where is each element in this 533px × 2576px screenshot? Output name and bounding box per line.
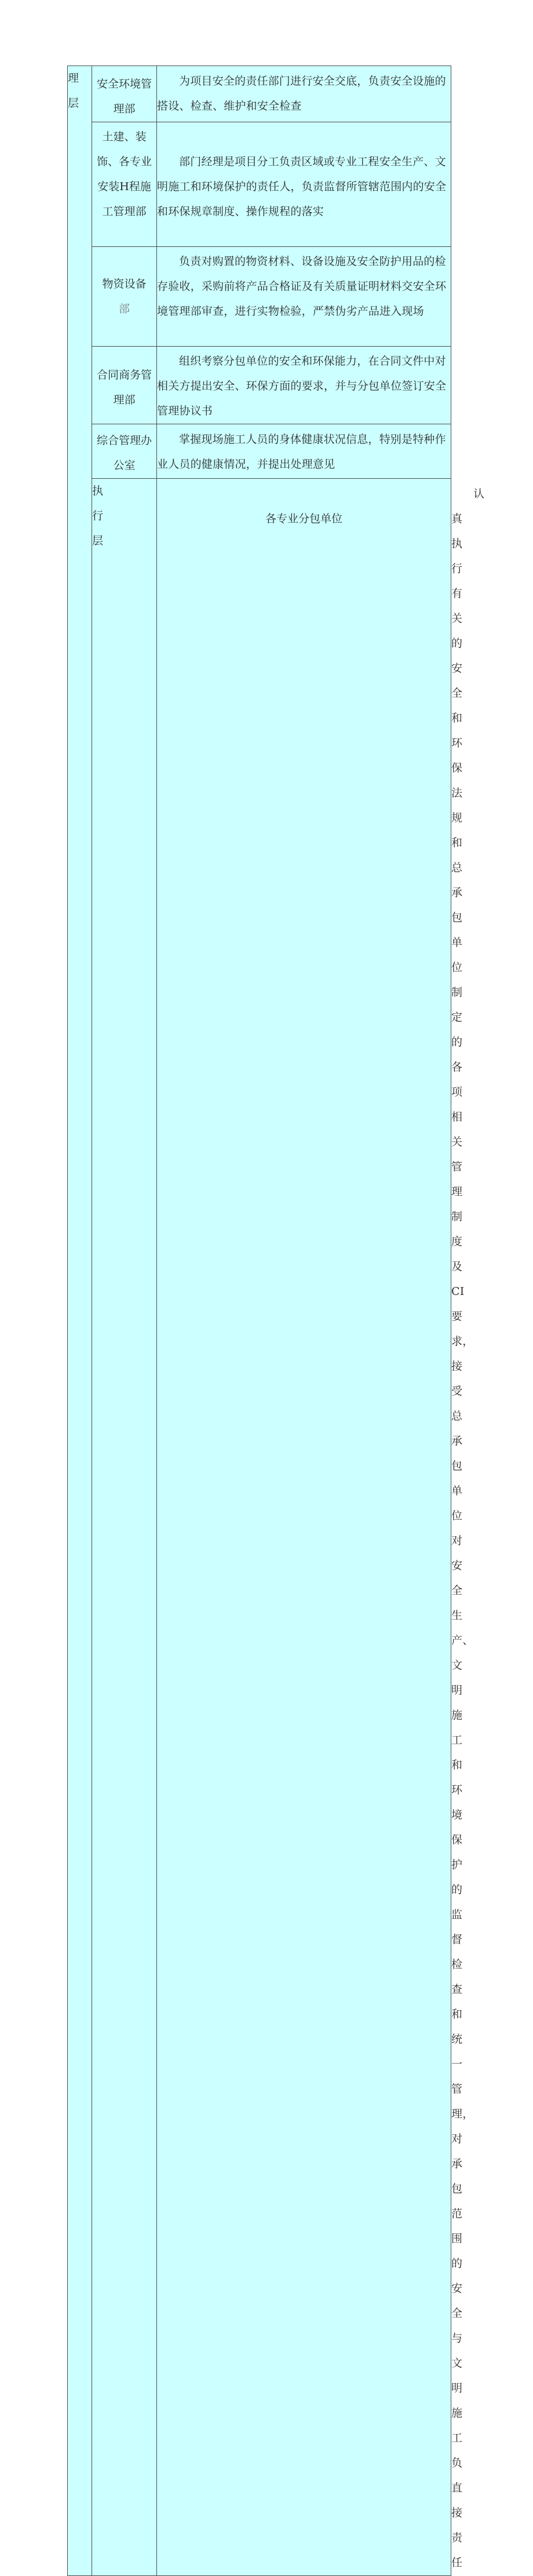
dept-cell: 安全环境管理部 [92, 66, 157, 122]
desc-cell: 部门经理是项目分工负责区域或专业工程安全生产、文明施工和环境保护的责任人，负责监督所管辖范围内的安全和环保规章制度、操作规程的落实 [157, 122, 451, 247]
dept-cell: 综合管理办公室 [92, 424, 157, 479]
table-row: 执行层 各专业分包单位 认真执行有关的安全和环保法规和总承包单位制定的各项相关管理制度及CI要求，接受总承包单位对安全生产、文明施工和环境保护的监督检查和统一管理，对承包范围的安全与文明施工负直接责任 [68, 479, 451, 2576]
level-label-exec: 执行层 [92, 479, 157, 2576]
dept-cell: 合同商务管理部 [92, 347, 157, 424]
dept-cell: 各专业分包单位 [157, 479, 451, 2576]
responsibility-table [67, 66, 485, 2576]
table-row [68, 122, 451, 247]
desc-cell: 负责对购置的物资材料、设备设施及安全防护用品的检存验收，采购前将产品合格证及有关质量证明材料交安全环境管理部审查，进行实物检验，严禁伪劣产品进入现场 [157, 247, 451, 347]
dept-cell: 物资设备 部 [92, 247, 157, 347]
desc-cell: 掌握现场施工人员的身体健康状况信息，特别是特种作业人员的健康情况，并提出处理意见 [157, 424, 451, 479]
table-row [68, 424, 451, 479]
table-row [68, 247, 451, 347]
desc-cell: 组织考察分包单位的安全和环保能力，在合同文件中对相关方提出安全、环保方面的要求，并与分包单位签订安全管理协议书 [157, 347, 451, 424]
dept-cell: 土建、装饰、各专业安装H程施工管理部 [92, 122, 157, 247]
table-row [68, 66, 451, 122]
desc-cell: 为项目安全的责任部门进行安全交底，负责安全设施的搭设、检查、维护和安全检查 [157, 66, 451, 122]
level-label-manage: 理层 [68, 66, 92, 2576]
table-row [68, 347, 451, 424]
